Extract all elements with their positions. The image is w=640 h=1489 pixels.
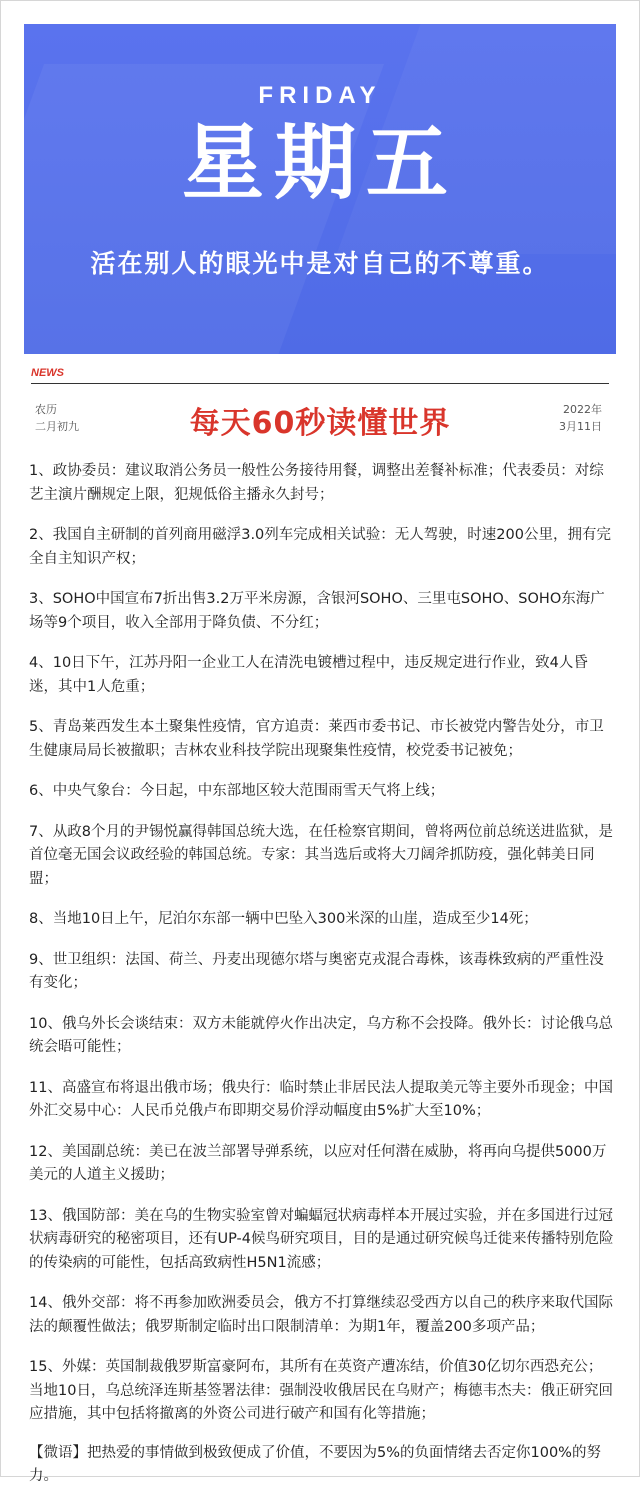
- news-item: 7、从政8个月的尹锡悦赢得韩国总统大选，在任检察官期间，曾将两位前总统送进监狱，是首位毫无国会议政经验的韩国总统。专家：其当选后或将大刀阔斧抓防疫，强化韩美日同盟；: [29, 823, 613, 887]
- news-item: 10、俄乌外长会谈结束：双方未能就停火作出决定，乌方称不会投降。俄外长：讨论俄乌总统会晤可能性；: [29, 1015, 613, 1055]
- lunar-label: 农历: [35, 403, 57, 416]
- day-english: FRIDAY: [258, 82, 382, 109]
- news-item: 5、青岛莱西发生本土聚集性疫情，官方追责：莱西市委书记、市长被党内警告处分，市卫生健康局局长被撤职；吉林农业科技学院出现聚集性疫情，校党委书记被免；: [29, 719, 604, 759]
- page-title: 每天60秒读懂世界: [189, 406, 451, 441]
- date-day: 3月11日: [559, 420, 602, 433]
- lunar-day: 二月初九: [35, 420, 79, 433]
- weekday-banner: [24, 24, 616, 354]
- calendar-date: [522, 401, 602, 435]
- news-item: 11、高盛宣布将退出俄市场；俄央行：临时禁止非居民法人提取美元等主要外币现金；中国外汇交易中心：人民币兑俄卢布即期交易价浮动幅度由5%扩大至10%；: [29, 1079, 613, 1119]
- news-item: 1、政协委员：建议取消公务员一般性公务接待用餐，调整出差餐补标准；代表委员：对综艺主演片酬规定上限，犯规低俗主播永久封号；: [29, 463, 604, 503]
- news-item: 13、俄国防部：美在乌的生物实验室曾对蝙蝠冠状病毒样本开展过实验，并在多国进行过冠状病毒研究的秘密项目，还有UP-4候鸟研究项目，目的是通过研究候鸟迁徙来传播特别危险的传染病的可能性，包括高致病性H5N1流感；: [29, 1207, 614, 1271]
- news-label: NEWS: [31, 367, 64, 379]
- news-item: 12、美国副总统：美已在波兰部署导弹系统，以应对任何潜在威胁，将再向乌提供5000万美元的人道主义援助；: [29, 1143, 607, 1183]
- news-item: 3、SOHO中国宣布7折出售3.2万平米房源，含银河SOHO、三里屯SOHO、SOHO东海广场等9个项目，收入全部用于降负债、不分红；: [29, 591, 605, 631]
- news-item: 15、外媒：英国制裁俄罗斯富豪阿布，其所有在英资产遭冻结，价值30亿切尔西恐充公；当地10日，乌总统泽连斯基签署法律：强制没收俄居民在乌财产；梅德韦杰夫：俄正研究回应措施，其中包括将撤离的外资公司进行破产和国有化等措施；: [29, 1359, 613, 1422]
- day-chinese: 星期五: [181, 116, 458, 211]
- news-item: 6、中央气象台：今日起，中东部地区较大范围雨雪天气将上线；: [29, 783, 445, 799]
- news-list: [29, 460, 614, 1489]
- news-item: 8、当地10日上午，尼泊尔东部一辆中巴坠入300米深的山崖，造成至少14死；: [29, 911, 538, 927]
- date-year: 2022年: [563, 403, 602, 416]
- news-item: 9、世卫组织：法国、荷兰、丹麦出现德尔塔与奥密克戎混合毒株，该毒株致病的严重性没有变化；: [29, 951, 604, 991]
- news-item: 14、俄外交部：将不再参加欧洲委员会，俄方不打算继续忍受西方以自己的秩序来取代国际法的颠覆性做法；俄罗斯制定临时出口限制清单：为期1年，覆盖200多项产品；: [29, 1295, 613, 1335]
- daily-quote: 【微语】把热爱的事情做到极致便成了价值，不要因为5%的负面情绪去否定你100%的努力。: [29, 1444, 601, 1484]
- banner-motto: 活在别人的眼光中是对自己的不尊重。: [90, 249, 550, 278]
- news-item: 2、我国自主研制的首列商用磁浮3.0列车完成相关试验：无人驾驶，时速200公里，拥有完全自主知识产权；: [29, 527, 611, 567]
- news-item: 4、10日下午，江苏丹阳一企业工人在清洗电镀槽过程中，违反规定进行作业，致4人昏迷，其中1人危重；: [29, 655, 588, 695]
- header-divider: [31, 383, 609, 384]
